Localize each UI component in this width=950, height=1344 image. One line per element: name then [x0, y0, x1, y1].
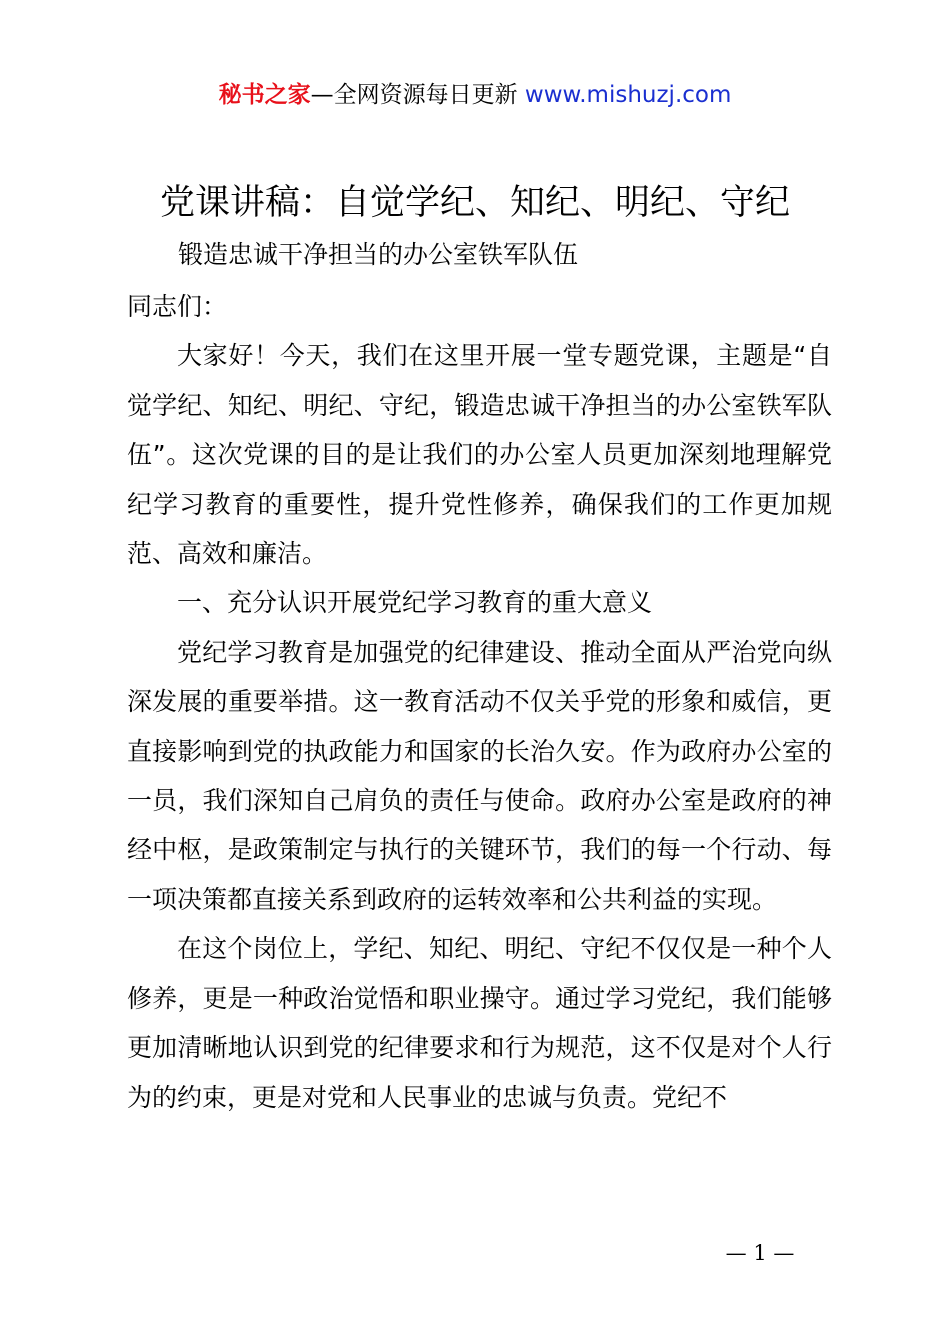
site-tagline: —全网资源每日更新 — [310, 82, 525, 108]
page-number: — 1 — — [725, 1241, 795, 1265]
site-header — [0, 78, 950, 112]
site-brand: 秘书之家 — [218, 82, 311, 108]
paragraph-intro: 大家好！今天，我们在这里开展一堂专题党课，主题是“自觉学纪、知纪、明纪、守纪，锻造忠诚干净担当的办公室铁军队伍”。这次党课的目的是让我们的办公室人员更加深刻地理解党纪学习教育的重要性，提升党性修养，确保我们的工作更加规范、高效和廉洁。 — [127, 341, 832, 569]
paragraph-significance: 党纪学习教育是加强党的纪律建设、推动全面从严治党向纵深发展的重要举措。这一教育活动不仅关乎党的形象和威信，更直接影响到党的执政能力和国家的长治久安。作为政府办公室的一员，我们深知自己肩负的责任与使命。政府办公室是政府的神经中枢，是政策制定与执行的关键环节，我们的每一个行动、每一项决策都直接关系到政府的运转效率和公共利益的实现。 — [127, 637, 832, 914]
section-heading-1: 一、充分认识开展党纪学习教育的重大意义 — [177, 588, 653, 618]
site-url[interactable]: www.mishuzj.com — [524, 82, 732, 108]
salutation: 同志们： — [127, 292, 228, 321]
document-title: 党课讲稿：自觉学纪、知纪、明纪、守纪 — [159, 183, 790, 223]
document-subtitle: 锻造忠诚干净担当的办公室铁军队伍 — [178, 240, 579, 269]
document-body — [127, 282, 832, 1122]
paragraph-position: 在这个岗位上，学纪、知纪、明纪、守纪不仅仅是一种个人修养，更是一种政治觉悟和职业操守。通过学习党纪，我们能够更加清晰地认识到党的纪律要求和行为规范，这不仅是对个人行为的约束，更是对党和人民事业的忠诚与负责。党纪不 — [127, 934, 832, 1112]
